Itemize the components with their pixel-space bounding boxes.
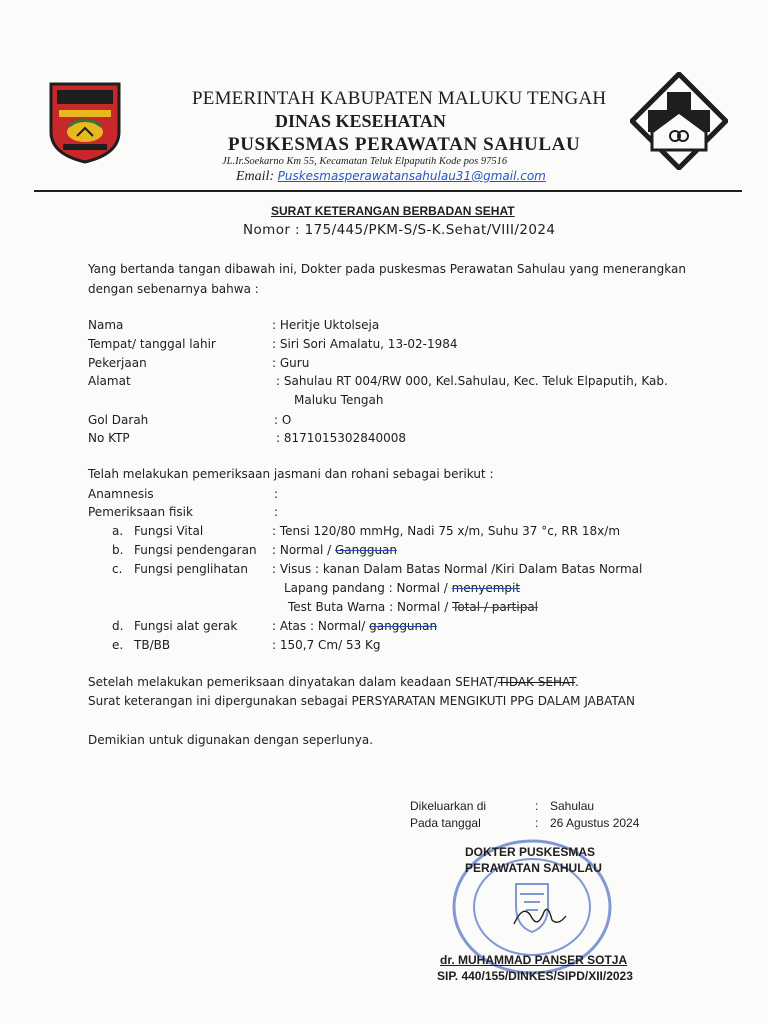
d-value-text: : Atas : Normal/ <box>272 619 370 633</box>
marker-c: c. <box>112 562 123 576</box>
value-alamat-line-1: : Sahulau RT 004/RW 000, Kel.Sahulau, Kec. Teluk Elpaputih, Kab. <box>276 374 668 388</box>
value-lapang-pandang <box>284 581 520 595</box>
value-anamnesis: : <box>274 487 279 501</box>
email-label: Email: <box>236 169 275 184</box>
label-alamat: Alamat <box>88 374 131 388</box>
label-fungsi-pendengaran: Fungsi pendengaran <box>134 543 257 557</box>
label-no-ktp: No KTP <box>88 431 130 445</box>
signatory-sip: SIP. 440/155/DINKES/SIPD/XII/2023 <box>437 969 633 983</box>
issued-place-value: Sahulau <box>550 799 595 813</box>
value-tb-bb: : 150,7 Cm/ 53 Kg <box>272 638 381 652</box>
label-anamnesis: Anamnesis <box>88 487 154 501</box>
label-fungsi-penglihatan: Fungsi penglihatan <box>134 562 248 576</box>
header-government: PEMERINTAH KABUPATEN MALUKU TENGAH <box>192 88 607 109</box>
b-value-text: : Normal / <box>272 543 335 557</box>
issued-date-value: 26 Agustus 2024 <box>550 816 640 830</box>
signatory-role-line-2: PERAWATAN SAHULAU <box>465 861 602 875</box>
label-pekerjaan: Pekerjaan <box>88 356 147 370</box>
exam-intro: Telah melakukan pemeriksaan jasmani dan rohani sebagai berikut : <box>88 467 494 481</box>
closing-line: Demikian untuk digunakan dengan seperlunya. <box>88 733 374 747</box>
d-struck-text: ganggunan <box>369 619 438 633</box>
value-alamat-line-2: Maluku Tengah <box>294 393 384 407</box>
document-number: Nomor : 175/445/PKM-S/S-K.Sehat/VIII/2024 <box>243 222 556 238</box>
marker-b: b. <box>112 543 124 557</box>
label-gol-darah: Gol Darah <box>88 413 149 427</box>
marker-d: d. <box>112 619 124 633</box>
marker-e: e. <box>112 638 124 652</box>
c2-value-text: Lapang pandang : Normal / <box>284 581 452 595</box>
label-fungsi-vital: Fungsi Vital <box>134 524 204 538</box>
value-no-ktp: : 8171015302840008 <box>276 431 407 445</box>
intro-line-1: Yang bertanda tangan dibawah ini, Dokter pada puskesmas Perawatan Sahulau yang menerangkan <box>88 262 686 276</box>
value-gol-darah: : O <box>274 413 292 427</box>
c3-struck-text: Total / partipal <box>452 600 539 614</box>
issued-place-label: Dikeluarkan di <box>410 799 487 813</box>
issued-date-label: Pada tanggal <box>410 816 481 830</box>
issued-place-sep: : <box>535 799 539 813</box>
intro-line-2: dengan sebenarnya bahwa : <box>88 282 259 296</box>
value-nama: : Heritje Uktolseja <box>272 318 380 332</box>
header-divider <box>34 190 742 192</box>
label-pemeriksaan-fisik: Pemeriksaan fisik <box>88 505 193 519</box>
conclusion-struck: TIDAK SEHAT <box>497 675 576 689</box>
issued-date-sep: : <box>535 816 539 830</box>
email-link[interactable]: Puskesmasperawatansahulau31@gmail.com <box>277 169 546 183</box>
conclusion-end: . <box>575 675 579 689</box>
value-ttl: : Siri Sori Amalatu, 13-02-1984 <box>272 337 458 351</box>
signatory-name: dr. MUHAMMAD PANSER SOTJA <box>440 953 628 967</box>
value-visus: : Visus : kanan Dalam Batas Normal /Kiri Dalam Batas Normal <box>272 562 643 576</box>
label-ttl: Tempat/ tanggal lahir <box>88 337 216 351</box>
c2-struck-text: menyempit <box>451 581 521 595</box>
value-pemeriksaan-fisik: : <box>274 505 279 519</box>
conclusion-text: Setelah melakukan pemeriksaan dinyatakan dalam keadaan SEHAT/ <box>88 675 498 689</box>
header-institution: PUSKESMAS PERAWATAN SAHULAU <box>228 134 581 155</box>
header-email-line <box>236 169 546 185</box>
header-department: DINAS KESEHATAN <box>275 111 446 131</box>
value-fungsi-pendengaran <box>272 543 397 557</box>
label-fungsi-alat-gerak: Fungsi alat gerak <box>134 619 238 633</box>
value-fungsi-alat-gerak <box>272 619 437 633</box>
value-fungsi-vital: : Tensi 120/80 mmHg, Nadi 75 x/m, Suhu 37 °c, RR 18x/m <box>272 524 621 538</box>
document-title: SURAT KETERANGAN BERBADAN SEHAT <box>271 204 515 218</box>
value-pekerjaan: : Guru <box>272 356 310 370</box>
marker-a: a. <box>112 524 124 538</box>
value-buta-warna <box>288 600 538 614</box>
puskesmas-logo <box>630 72 728 170</box>
header-address: JL.Ir.Soekarno Km 55, Kecamatan Teluk Elpaputih Kode pos 97516 <box>222 156 508 167</box>
conclusion-line-2: Surat keterangan ini dipergunakan sebagai PERSYARATAN MENGIKUTI PPG DALAM JABATAN <box>88 694 635 708</box>
conclusion-line-1 <box>88 675 579 689</box>
label-nama: Nama <box>88 318 124 332</box>
label-tb-bb: TB/BB <box>134 638 171 652</box>
b-struck-text: Gangguan <box>334 543 398 557</box>
regency-emblem-logo <box>47 80 123 164</box>
signatory-role-line-1: DOKTER PUSKESMAS <box>465 845 596 859</box>
c3-value-text: Test Buta Warna : Normal / <box>288 600 453 614</box>
handwritten-signature <box>510 900 570 930</box>
